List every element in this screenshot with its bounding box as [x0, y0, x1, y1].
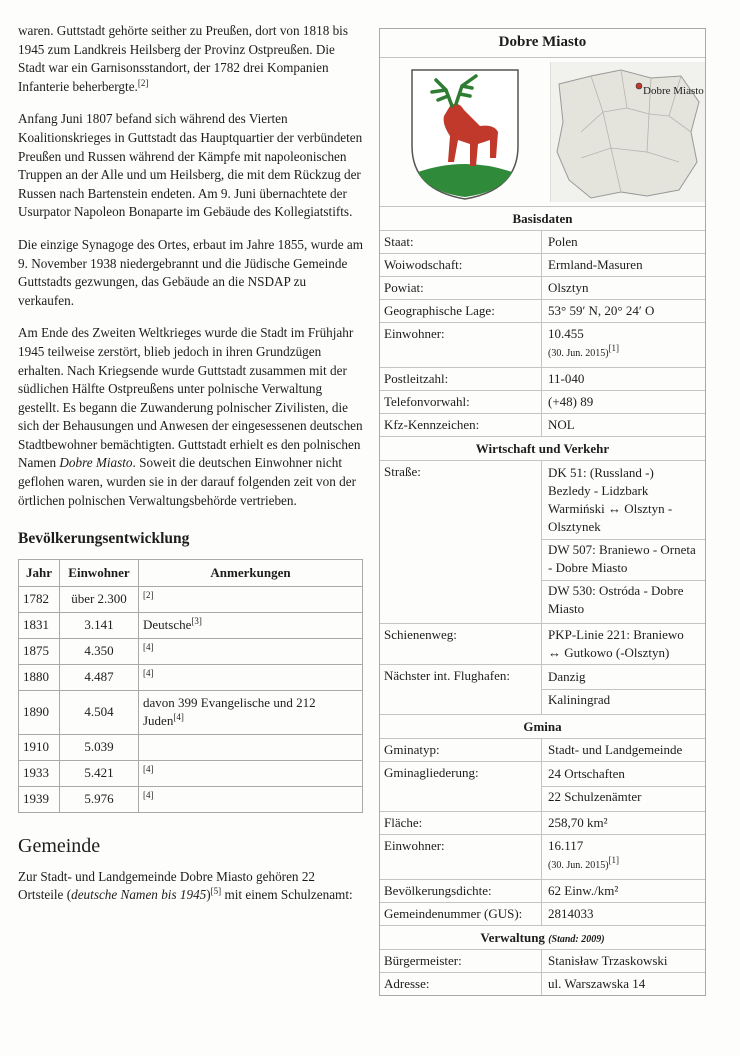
infobox: [379, 28, 706, 996]
row-woiwodschaft: Woiwodschaft: Ermland-Masuren: [380, 254, 705, 277]
section-heading-gemeinde: Gemeinde: [18, 835, 101, 858]
cell-year: 1910: [19, 735, 60, 761]
paragraph-gemeinde: Zur Stadt- und Landgemeinde Dobre Miasto gehören 22 Ortsteile (deutsche Namen bis 1945)[5] mit einem Schulzenamt:: [18, 868, 353, 903]
cell-population: 4.350: [60, 638, 139, 664]
footnote-ref[interactable]: [3]: [191, 616, 202, 627]
map-location-label: Dobre Miasto: [643, 85, 704, 97]
cell-population: über 2.300: [60, 586, 139, 612]
footnote-ref[interactable]: [4]: [143, 764, 154, 775]
row-einwohner: Einwohner: 10.455 (30. Jun. 2015)[1]: [380, 323, 705, 368]
cell-population: 3.141: [60, 612, 139, 638]
cell-year: 1939: [19, 787, 60, 813]
row-gminagliederung: Gminagliederung: 24 Ortschaften 22 Schulzenämter: [380, 762, 705, 812]
cell-note: davon 399 Evangelische und 212 Juden[4]: [139, 690, 363, 734]
cell-note: [139, 787, 363, 813]
paragraph-history-2: Anfang Juni 1807 befand sich während des Vierten Koalitionskrieges in Guttstadt das Hauptquartier der verbündeten Preußen und Russen während der Kämpfe mit napoleonischen Truppen an der Alle und um Heilsberg, die mit dem Rückzug der Russen nach Bartenstein endeten. Am 9. Juni übernachtete der Usurpator Napoleon Bonaparte im Gebäude des Kollegiatstifts.: [18, 111, 363, 220]
footnote-ref[interactable]: [4]: [173, 712, 184, 723]
locator-map[interactable]: [550, 62, 705, 202]
paragraph-war: Am Ende des Zweiten Weltkrieges wurde die Stadt im Frühjahr 1945 teilweise zerstört, blieb jedoch in ihren Grundzügen erhalten. Nach Kriegsende wurde Guttstadt zusammen mit der südlichen Hälfte Ostpreußens unter polnische Verwaltung gestellt. Es begann die Zuwanderung polnischer Zivilisten, die sich der Behausungen und Anwesen der eingesessenen deutschen Stadtbewohner bemächtigten. Guttstadt erhielt es den polnischen Namen Dobre Miasto. Soweit die deutschen Einwohner nicht geflohen waren, wurden sie in der darauf folgenden zeit von der örtlichen polnischen Verwaltungsbehörde vertrieben.: [18, 325, 363, 508]
row-kfz: Kfz-Kennzeichen: NOL: [380, 414, 705, 437]
paragraph-history-1: waren. Guttstadt gehörte seither zu Preußen, dort von 1818 bis 1945 zum Landkreis Heilsberg der Provinz Ostpreußen. Die Stadt war ein Garnisonsstandort, der 1782 drei Kompanien Infanterie beherbergte.[2]: [18, 23, 348, 94]
footnote-ref[interactable]: [4]: [143, 668, 154, 679]
column-header-notes: Anmerkungen: [139, 559, 363, 586]
footnote-ref[interactable]: [4]: [143, 790, 154, 801]
section-gmina: Gmina: [380, 715, 705, 739]
row-flaeche: Fläche: 258,70 km²: [380, 812, 705, 835]
cell-note: [139, 761, 363, 787]
cell-population: 4.487: [60, 664, 139, 690]
population-table: [18, 559, 363, 813]
table-row: [19, 690, 363, 734]
cell-year: 1831: [19, 612, 60, 638]
section-wirtschaft-verkehr: Wirtschaft und Verkehr: [380, 437, 705, 461]
table-row: [19, 664, 363, 690]
cell-population: 4.504: [60, 690, 139, 734]
table-row: [19, 735, 363, 761]
row-powiat: Powiat: Olsztyn: [380, 277, 705, 300]
coordinates-link[interactable]: 53° 59′ N, 20° 24′ O: [548, 303, 655, 318]
section-verwaltung: Verwaltung (Stand: 2009): [380, 926, 705, 950]
table-row: [19, 787, 363, 813]
cell-population: 5.039: [60, 735, 139, 761]
row-flughafen: Nächster int. Flughafen: Danzig Kaliningrad: [380, 665, 705, 715]
row-staat: Staat: Polen: [380, 231, 705, 254]
coat-of-arms-image[interactable]: [406, 66, 524, 202]
row-telefonvorwahl: Telefonvorwahl: (+48) 89: [380, 391, 705, 414]
section-basisdaten: Basisdaten: [380, 207, 705, 231]
row-gminatyp: Gminatyp: Stadt- und Landgemeinde: [380, 739, 705, 762]
section-heading-population: Bevölkerungsentwicklung: [18, 530, 190, 548]
row-postleitzahl: Postleitzahl: 11-040: [380, 368, 705, 391]
article-column: [18, 22, 363, 919]
row-adresse: Adresse: ul. Warszawska 14: [380, 973, 705, 995]
cell-year: 1890: [19, 690, 60, 734]
row-buergermeister: Bürgermeister: Stanisław Trzaskowski: [380, 950, 705, 973]
row-gmina-einwohner: Einwohner: 16.117 (30. Jun. 2015)[1]: [380, 835, 705, 880]
footnote-ref[interactable]: [4]: [143, 642, 154, 653]
row-schienenweg: Schienenweg: PKP-Linie 221: Braniewo ↔ Gutkowo (-Olsztyn): [380, 624, 705, 665]
paragraph-synagogue: Die einzige Synagoge des Ortes, erbaut im Jahre 1855, wurde am 9. November 1938 niedergebrannt und die Jüdische Gemeinde Guttstadts gezwungen, das Gebäude an die NSDAP zu verkaufen.: [18, 236, 363, 308]
cell-year: 1875: [19, 638, 60, 664]
cell-year: 1880: [19, 664, 60, 690]
cell-note: [139, 735, 363, 761]
cell-note: [139, 586, 363, 612]
row-strasse: Straße: DK 51: (Russland -) Bezledy - Lidzbark Warmiński ↔ Olsztyn - Olsztynek DW 507: Braniewo - Orneta - Dobre Miasto DW 530: Ostróda - Dobre Miasto: [380, 461, 705, 624]
table-row: [19, 761, 363, 787]
cell-note: Deutsche[3]: [139, 612, 363, 638]
row-geolage: Geographische Lage: 53° 59′ N, 20° 24′ O: [380, 300, 705, 323]
cell-population: 5.976: [60, 787, 139, 813]
cell-population: 5.421: [60, 761, 139, 787]
cell-year: 1933: [19, 761, 60, 787]
table-row: [19, 638, 363, 664]
table-row: [19, 612, 363, 638]
column-header-year: Jahr: [19, 559, 60, 586]
infobox-title: Dobre Miasto: [380, 29, 705, 58]
row-dichte: Bevölkerungsdichte: 62 Einw./km²: [380, 880, 705, 903]
footnote-ref[interactable]: [2]: [137, 77, 149, 88]
footnote-ref[interactable]: [2]: [143, 590, 154, 601]
infobox-images: [380, 58, 705, 207]
cell-note: [139, 664, 363, 690]
row-gemeindenummer: Gemeindenummer (GUS): 2814033: [380, 903, 705, 926]
cell-note: [139, 638, 363, 664]
column-header-population: Einwohner: [60, 559, 139, 586]
table-row: [19, 586, 363, 612]
footnote-ref[interactable]: [5]: [210, 886, 222, 897]
cell-year: 1782: [19, 586, 60, 612]
